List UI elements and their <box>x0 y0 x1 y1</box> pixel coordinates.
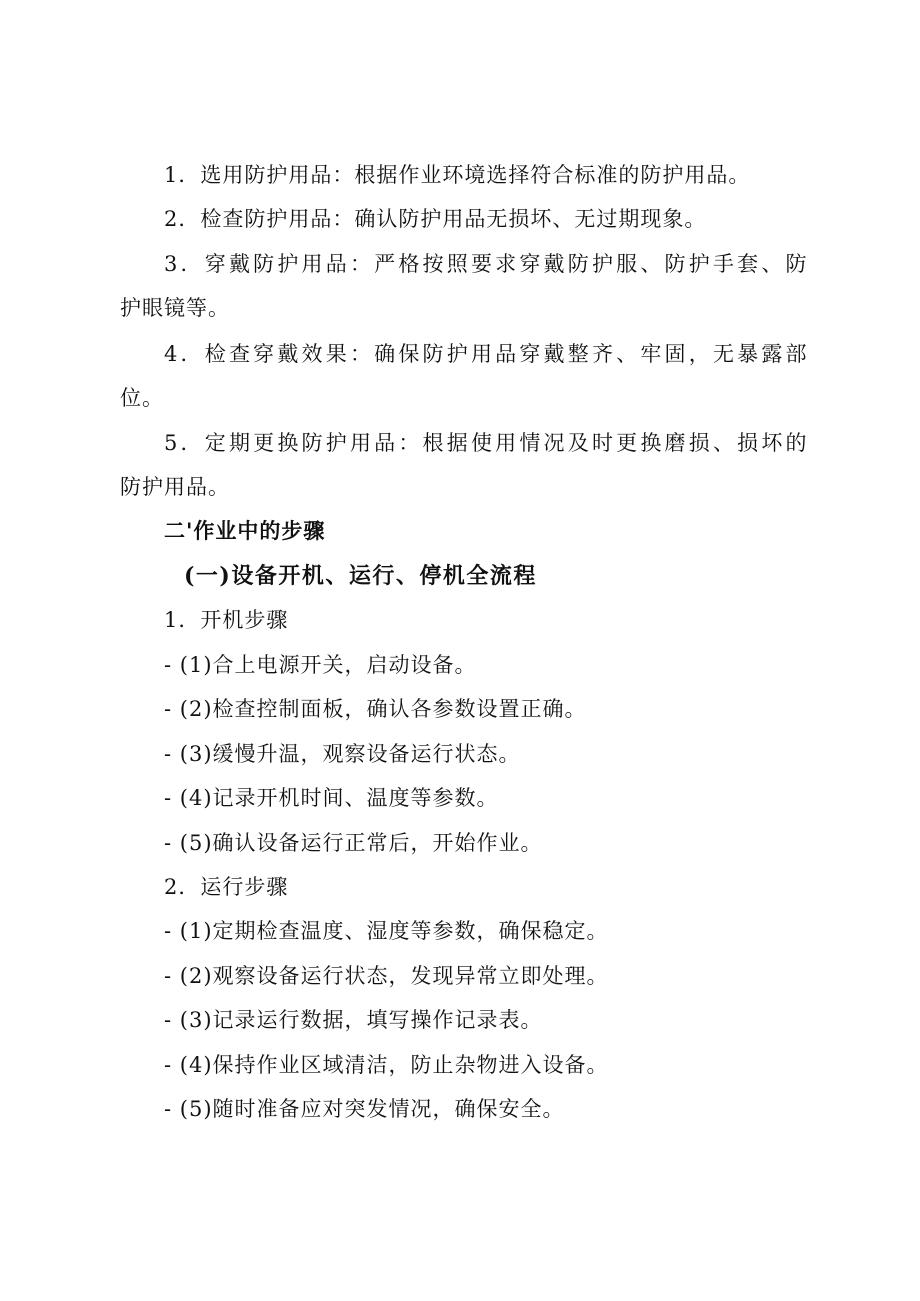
startup-title: 1．开机步骤 <box>164 608 289 632</box>
subsection-heading-equipment-flow: (一)设备开机、运行、停机全流程 <box>184 563 537 589</box>
startup-step: - (5)确认设备运行正常后，开始作业。 <box>164 831 543 855</box>
list-item-wear-ppe-continued: 护眼镜等。 <box>120 296 230 320</box>
list-item-replace-ppe-continued: 防护用品。 <box>120 475 230 499</box>
list-item-replace-ppe: 5．定期更换防护用品：根据使用情况及时更换磨损、损坏的 <box>164 431 810 455</box>
startup-step: - (2)检查控制面板，确认各参数设置正确。 <box>164 697 587 721</box>
running-step: - (3)记录运行数据，填写操作记录表。 <box>164 1008 543 1032</box>
section-heading-during-work: 二'作业中的步骤 <box>164 518 326 543</box>
list-item-wear-ppe: 3．穿戴防护用品：严格按照要求穿戴防护服、防护手套、防 <box>164 252 810 276</box>
startup-step: - (4)记录开机时间、温度等参数。 <box>164 786 499 810</box>
startup-step: - (1)合上电源开关，启动设备。 <box>164 653 477 677</box>
list-item-inspect-ppe: 2．检查防护用品：确认防护用品无损坏、无过期现象。 <box>164 207 707 231</box>
running-step: - (5)随时准备应对突发情况，确保安全。 <box>164 1097 565 1121</box>
running-step: - (4)保持作业区域清洁，防止杂物进入设备。 <box>164 1053 609 1077</box>
running-step: - (1)定期检查温度、湿度等参数，确保稳定。 <box>164 919 609 943</box>
list-item-check-wearing: 4．检查穿戴效果：确保防护用品穿戴整齐、牢固，无暴露部 <box>164 342 810 366</box>
list-item-select-ppe: 1．选用防护用品：根据作业环境选择符合标准的防护用品。 <box>164 163 751 187</box>
running-title: 2．运行步骤 <box>164 875 289 899</box>
startup-step: - (3)缓慢升温，观察设备运行状态。 <box>164 742 521 766</box>
list-item-check-wearing-continued: 位。 <box>120 386 164 410</box>
running-step: - (2)观察设备运行状态，发现异常立即处理。 <box>164 964 609 988</box>
